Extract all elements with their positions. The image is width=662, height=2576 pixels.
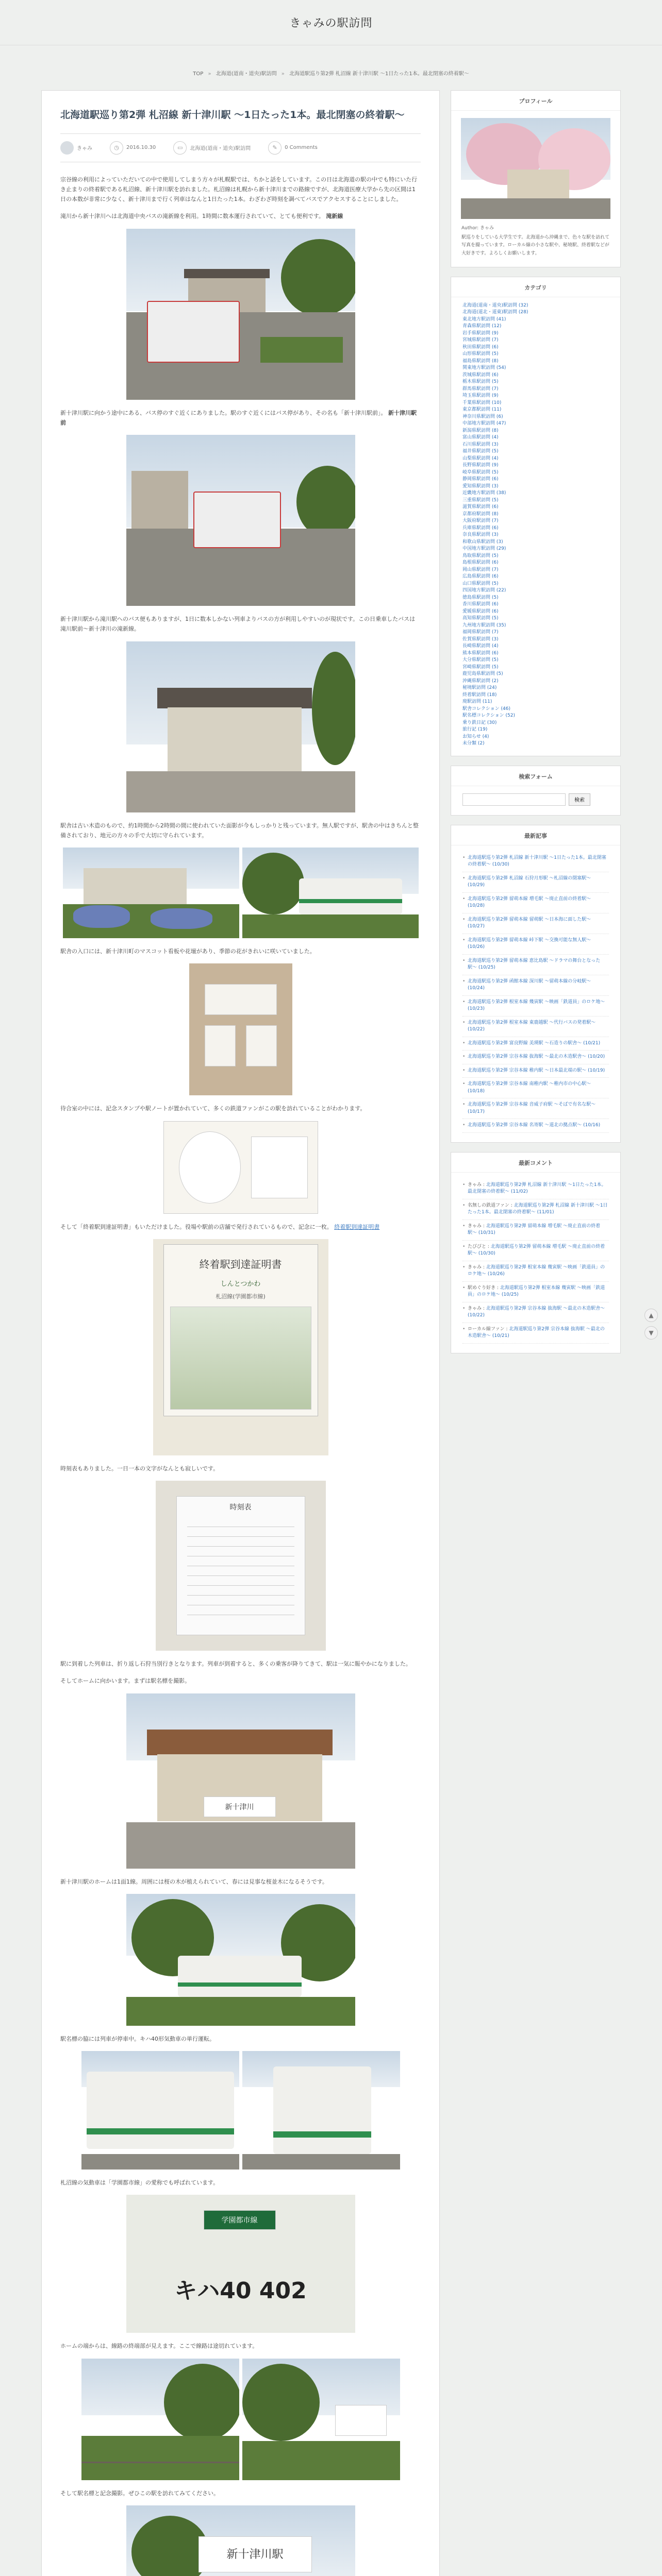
category-item[interactable]: 青森県駅訪問 (12) (462, 324, 502, 329)
category-item[interactable]: 山梨県駅訪問 (4) (462, 455, 499, 461)
comment-post-link[interactable]: 北海道駅巡り第2弾 根室本線 幾寅駅 〜映画「鉄道員」のロケ地〜 (10/26) (468, 1264, 605, 1277)
certificate-title: 終着駅到達証明書 (199, 1258, 282, 1270)
recent-post-item[interactable]: • 北海道駅巡り第2弾 富良野線 美瑛駅 〜石造りの駅舎〜 (10/21) (462, 1037, 609, 1051)
search-input[interactable] (462, 793, 566, 806)
photo-pair-end (60, 2359, 421, 2480)
article-paragraph (60, 408, 421, 428)
photo-station-building[interactable] (126, 641, 355, 812)
search-heading: 検索フォーム (451, 766, 620, 786)
photo-train-side[interactable] (81, 2051, 239, 2170)
recent-comment-list (451, 1173, 620, 1353)
paragraph-text: 新十津川駅に向かう途中にある、バス停のすぐ近くにありました。駅のすぐ近くにはバス停があり、その名も「新十津川駅前」。 (60, 409, 387, 416)
breadcrumb-home[interactable]: TOP (193, 71, 204, 77)
recent-post-item[interactable]: • 北海道駅巡り第2弾 根室本線 東鹿越駅 〜代行バスの発着駅〜 (10/22) (462, 1016, 609, 1037)
category-item[interactable]: 未分類 (2) (462, 741, 485, 747)
breadcrumb-current: 北海道駅巡り第2弾 札沼線 新十津川駅 〜1日たった1本。最北閉塞の終着駅〜 (289, 71, 469, 77)
category-item[interactable]: 愛媛県駅訪問 (6) (462, 608, 499, 614)
category-item[interactable]: 広島県駅訪問 (6) (462, 574, 499, 580)
meta-date (110, 141, 156, 155)
article-paragraph: ホームの端からは、線路の終端部が見えます。ここで線路は途切れています。 (60, 2343, 258, 2350)
post-date: 2016.10.30 (126, 145, 156, 151)
photo-end-of-track[interactable] (81, 2359, 239, 2480)
category-item[interactable]: 佐賀県駅訪問 (3) (462, 636, 499, 642)
category-item[interactable]: 山形県駅訪問 (5) (462, 351, 499, 357)
comment-author: ローカル線ファン (468, 1326, 505, 1332)
category-item[interactable]: 埼玉県駅訪問 (9) (462, 393, 499, 399)
certificate-station: しんとつかわ (220, 1280, 261, 1288)
site-title[interactable]: きゃみの駅訪問 (289, 17, 373, 30)
comment-post-link[interactable]: 北海道駅巡り第2弾 札沼線 新十津川駅 〜1日たった1本。最北閉塞の終着駅〜 (11/01) (468, 1202, 608, 1215)
recent-post-item[interactable]: • 北海道駅巡り第2弾 宗谷本線 稚内駅 〜日本最北端の駅〜 (10/19) (462, 1064, 609, 1078)
recent-comment-item (462, 1220, 609, 1241)
meta-author[interactable] (60, 141, 92, 155)
train-number: キハ40 402 (174, 2278, 307, 2304)
comment-post-link[interactable]: 北海道駅巡り第2弾 宗谷本線 抜海駅 〜最北の木造駅舎〜 (10/21) (468, 1326, 605, 1339)
article-paragraph: 時刻表もありました。一日一本の文字がなんとも寂しいです。 (60, 1465, 219, 1472)
comment-author: たびびと (468, 1244, 487, 1249)
scroll-up-icon[interactable]: ▲ (644, 1309, 658, 1322)
comment-icon: ✎ (268, 141, 282, 155)
recent-comment-item (462, 1179, 609, 1199)
category-item[interactable]: 香川県駅訪問 (6) (462, 602, 499, 607)
article (41, 90, 440, 2576)
photo-stamp[interactable] (163, 1121, 318, 1214)
comment-post-link[interactable]: 北海道駅巡り第2弾 札沼線 新十津川駅 〜1日たった1本。最北閉塞の終着駅〜 (11/02) (468, 1182, 606, 1195)
category-item[interactable]: 栃木県駅訪問 (5) (462, 379, 499, 385)
photo-pair-train (60, 2051, 421, 2170)
recent-comment-item (462, 1199, 609, 1220)
article-paragraph (60, 1222, 421, 1232)
category-item[interactable]: 新潟県駅訪問 (8) (462, 428, 499, 433)
article-title: 北海道駅巡り第2弾 札沼線 新十津川駅 〜1日たった1本。最北閉塞の終着駅〜 (60, 109, 405, 121)
timetable-title: 時刻表 (229, 1503, 252, 1512)
recent-post-item[interactable]: • 北海道駅巡り第2弾 留萌本線 留萌駅 〜日本海に面した駅〜 (10/27) (462, 913, 609, 934)
recent-post-item[interactable]: • 北海道駅巡り第2弾 宗谷本線 抜海駅 〜最北の木造駅舎〜 (10/20) (462, 1050, 609, 1064)
category-item[interactable]: 鹿児島県駅訪問 (5) (462, 671, 503, 677)
search-form (451, 786, 620, 815)
category-item[interactable]: 群馬県駅訪問 (7) (462, 386, 499, 392)
profile-panel (451, 90, 621, 267)
category-item[interactable]: 中国地方駅訪問 (29) (462, 546, 506, 552)
category-item[interactable]: 奈良県駅訪問 (3) (462, 532, 499, 538)
author-name: きゃみ (77, 146, 92, 152)
category-item[interactable]: 岡山県駅訪問 (7) (462, 567, 499, 572)
scroll-down-icon[interactable]: ▼ (644, 1326, 658, 1340)
recent-comment-item (462, 1323, 609, 1344)
category-item[interactable]: 秋田県駅訪問 (6) (462, 344, 499, 350)
category-item[interactable]: 神奈川県駅訪問 (6) (462, 414, 503, 419)
comment-post-link[interactable]: 北海道駅巡り第2弾 留萌本線 増毛駅 〜廃止直前の終着駅〜 (10/30) (468, 1244, 605, 1257)
photo-pair-entrance (60, 848, 421, 938)
comment-post-link[interactable]: 北海道駅巡り第2弾 根室本線 幾寅駅 〜映画「鉄道員」のロケ地〜 (10/25) (468, 1285, 605, 1298)
comment-author: きゃみ (468, 1306, 482, 1311)
recent-comment-item (462, 1261, 609, 1282)
recent-comment-item (462, 1241, 609, 1261)
comment-separator: : (482, 1223, 486, 1229)
recent-post-item[interactable]: • 北海道駅巡り第2弾 函館本線 深川駅 〜留萌本線の分岐駅〜 (10/24) (462, 975, 609, 996)
category-list (451, 297, 620, 756)
recent-post-item[interactable]: • 北海道駅巡り第2弾 宗谷本線 音威子府駅 〜そばで有名な駅〜 (10/17) (462, 1098, 609, 1119)
recent-posts-heading: 最新記事 (451, 825, 620, 845)
line-sign: 学園都市線 (204, 2210, 276, 2230)
category-item[interactable]: 島根県駅訪問 (6) (462, 560, 499, 566)
article-body (42, 162, 439, 2576)
category-item[interactable]: 和歌山県駅訪問 (3) (462, 539, 503, 545)
recent-comments-panel (451, 1152, 621, 1353)
photo-platform-train[interactable] (242, 848, 419, 938)
article-paragraph: 駅に到着した列車は、折り返し石狩当別行きとなります。列車が到着すると、多くの乗客が降りてきて、駅は一気に賑やかになりました。 (60, 1660, 411, 1668)
category-item[interactable]: 沖縄県駅訪問 (2) (462, 678, 499, 684)
article-paragraph: 札沼線の気動車は「学園都市線」の愛称でも呼ばれています。 (60, 2179, 219, 2187)
category-item[interactable]: 関東地方駅訪問 (54) (462, 365, 506, 371)
meta-comments[interactable] (268, 141, 318, 155)
category-item[interactable]: 京都府駅訪問 (8) (462, 511, 499, 517)
article-paragraph: 待合室の中には、記念スタンプや駅ノートが置かれていて、多くの鉄道ファンがこの駅を訪れていることがわかります。 (60, 1105, 366, 1112)
paragraph-text: そして「終着駅到達証明書」もいただけました。役場や駅前の店舗で発行されているもので、記念に一枚。 (60, 1223, 333, 1230)
categories-panel (451, 277, 621, 756)
photo-flowers[interactable] (63, 848, 239, 938)
post-category: 北海道(道南・道央)駅訪問 (190, 146, 251, 152)
recent-comment-item (462, 1282, 609, 1302)
comment-separator: : (482, 1306, 486, 1311)
category-item[interactable]: 滋賀県駅訪問 (6) (462, 504, 499, 510)
category-item[interactable]: 東京都駅訪問 (11) (462, 407, 502, 413)
certificate-line: 札沼線(学園都市線) (216, 1293, 266, 1300)
category-item[interactable]: 北海道(道南・道央)駅訪問 (32) (462, 302, 528, 308)
article-paragraph: そして駅名標と記念撮影。ぜひこの駅を訪れてみてください。 (60, 2489, 219, 2497)
category-item[interactable]: 高知県駅訪問 (5) (462, 616, 499, 621)
article-paragraph: 駅舎の入口には、新十津川町のマスコット看板や花壇があり、季節の花がきれいに咲いていました。 (60, 948, 316, 955)
avatar (60, 141, 74, 155)
recent-comments-heading: 最新コメント (451, 1153, 620, 1173)
breadcrumb (0, 45, 662, 90)
recent-post-item[interactable]: • 北海道駅巡り第2弾 札沼線 新十津川駅 〜1日たった1本。最北閉塞の終着駅〜 (10/30) (462, 852, 609, 872)
category-item[interactable]: 駅舎コレクション (46) (462, 706, 510, 711)
category-item[interactable]: 三重県駅訪問 (5) (462, 497, 499, 503)
category-item[interactable]: 兵庫県駅訪問 (6) (462, 525, 499, 531)
recent-post-item[interactable]: • 北海道駅巡り第2弾 留萌本線 恵比島駅 〜ドラマの舞台となった駅〜 (10/25) (462, 955, 609, 975)
category-item[interactable]: 大分県駅訪問 (5) (462, 657, 499, 663)
comment-post-link[interactable]: 北海道駅巡り第2弾 宗谷本線 抜海駅 〜最北の木造駅舎〜 (10/22) (468, 1306, 605, 1318)
recent-post-item[interactable]: • 北海道駅巡り第2弾 札沼線 石狩月形駅 〜札沼線の閉塞駅〜 (10/29) (462, 872, 609, 893)
comment-count: 0 Comments (285, 145, 318, 151)
category-item[interactable]: お知らせ (4) (462, 734, 489, 739)
category-item[interactable]: 千葉県駅訪問 (10) (462, 400, 502, 405)
category-item[interactable]: 乗り鉄日記 (30) (462, 720, 497, 725)
category-item[interactable]: 近畿地方駅訪問 (38) (462, 490, 506, 496)
recent-comment-item (462, 1302, 609, 1323)
category-item[interactable]: 福島県駅訪問 (8) (462, 358, 499, 364)
clock-icon: ◷ (110, 141, 123, 155)
category-item[interactable]: 富山県駅訪問 (4) (462, 435, 499, 440)
breadcrumb-separator-icon: » (281, 71, 285, 77)
category-item[interactable]: 廃駅訪問 (11) (462, 699, 492, 705)
category-item[interactable]: 宮城県駅訪問 (7) (462, 337, 499, 343)
recent-post-item[interactable]: • 北海道駅巡り第2弾 根室本線 幾寅駅 〜映画「鉄道員」のロケ地〜 (10/23) (462, 996, 609, 1016)
comment-post-link[interactable]: 北海道駅巡り第2弾 留萌本線 増毛駅 〜廃止直前の終着駅〜 (10/31) (468, 1223, 601, 1236)
article-paragraph: 宗谷線の利用によっていただいての中で使用してしまう方々が札幌駅では、ちかと話をしています。この日は北海道の駅の中でも特にいた行き止まりの終着駅である札沼線、新十津川駅を訪れました。札沼線は札幌から新十津川までの路線ですが、北海道医療大学から先の区間は1日の本数が非常に少なく、新十津川まで行く列車はなんと1日たった1本。わざわざ時刻を調べてバスでアクセスすることにしました。 (60, 176, 418, 203)
station-board: 新十津川 (204, 1797, 276, 1817)
recent-post-item[interactable]: • 北海道駅巡り第2弾 留萌本線 増毛駅 〜廃止直前の終着駅〜 (10/28) (462, 893, 609, 913)
profile-photo (461, 118, 610, 219)
photo-timetable[interactable] (156, 1481, 326, 1651)
photo-station-sign-building[interactable] (126, 1693, 355, 1869)
photo-station-name-sign[interactable] (126, 2505, 355, 2576)
category-item[interactable]: 静岡県駅訪問 (6) (462, 477, 499, 482)
category-item[interactable]: 長崎県駅訪問 (4) (462, 643, 499, 649)
comment-separator: : (504, 1326, 509, 1332)
category-item[interactable]: 熊本県駅訪問 (6) (462, 650, 499, 656)
category-item[interactable]: 旅行記 (19) (462, 727, 488, 733)
recent-post-item[interactable]: • 北海道駅巡り第2弾 宗谷本線 南稚内駅 〜稚内市の中心駅〜 (10/18) (462, 1078, 609, 1098)
comment-separator: : (509, 1202, 514, 1208)
breadcrumb-separator-icon: » (208, 71, 211, 77)
category-item[interactable]: 岩手県駅訪問 (9) (462, 330, 499, 336)
article-meta (60, 133, 421, 162)
station-sign: 新十津川駅 (198, 2536, 312, 2572)
folder-icon: ▭ (173, 141, 187, 155)
certificate-link[interactable]: 終着駅到達証明書 (334, 1223, 380, 1230)
page-wrap (41, 90, 621, 2576)
photo-train-front[interactable] (242, 2051, 400, 2170)
profile-name: Author: きゃみ (461, 226, 494, 231)
station-phrase-highlight: 新十津川駅前 (60, 409, 417, 426)
recent-post-item[interactable]: • 北海道駅巡り第2弾 留萌本線 峠下駅 〜交換可能な無人駅〜 (10/26) (462, 934, 609, 955)
certificate-card (163, 1244, 318, 1416)
recent-post-item[interactable]: • 北海道駅巡り第2弾 宗谷本線 名寄駅 〜道北の拠点駅〜 (10/16) (462, 1119, 609, 1133)
category-item[interactable]: 福岡県駅訪問 (7) (462, 630, 499, 635)
article-paragraph: 駅名標の脇には列車が停車中。キハ40形気動車の単行運転。 (60, 2035, 215, 2042)
comment-separator: : (482, 1182, 486, 1188)
category-item[interactable]: 徳島県駅訪問 (5) (462, 595, 499, 600)
category-item[interactable]: 九州地方駅訪問 (35) (462, 622, 506, 628)
photo-bus-stop[interactable] (126, 229, 355, 400)
recent-post-list (451, 845, 620, 1142)
category-item[interactable]: 岐阜県駅訪問 (5) (462, 469, 499, 475)
sidebar (451, 90, 621, 2576)
category-item[interactable]: 四国地方駅訪問 (22) (462, 588, 506, 594)
category-item[interactable]: 大阪府駅訪問 (7) (462, 518, 499, 524)
category-item[interactable]: 茨城県駅訪問 (6) (462, 372, 499, 378)
article-paragraph (60, 211, 421, 221)
photo-waiting-room[interactable] (189, 963, 292, 1095)
category-item[interactable]: 長野県駅訪問 (9) (462, 463, 499, 468)
photo-bus-street[interactable] (126, 435, 355, 606)
comment-author: 名無しの鉄道ファン (468, 1202, 509, 1208)
category-item[interactable]: 石川県駅訪問 (3) (462, 442, 499, 447)
breadcrumb-category[interactable]: 北海道(道南・道央)駅訪問 (216, 71, 277, 77)
search-panel (451, 766, 621, 816)
article-paragraph: そしてホームに向かいます。まずは駅名標を撮影。 (60, 1677, 191, 1685)
recent-posts-panel (451, 825, 621, 1143)
category-item[interactable]: 鳥取県駅訪問 (5) (462, 553, 499, 558)
comment-author: きゃみ (468, 1182, 482, 1188)
comment-separator: : (495, 1285, 500, 1291)
article-paragraph: 新十津川駅のホームは1面1線。周囲には桜の木が植えられていて、春には見事な桜並木になるそうです。 (60, 1878, 328, 1885)
category-item[interactable]: 駅名標コレクション (52) (462, 713, 515, 719)
category-item[interactable]: 北海道(道北・道東)駅訪問 (28) (462, 310, 528, 315)
comment-separator: : (486, 1244, 491, 1249)
category-item[interactable]: 愛知県駅訪問 (3) (462, 483, 499, 489)
photo-certificate[interactable] (153, 1239, 328, 1455)
profile-heading: プロフィール (451, 91, 620, 111)
category-item[interactable]: 宮崎県駅訪問 (5) (462, 664, 499, 670)
article-paragraph: 新十津川駅から滝川駅へのバス便もありますが、1日に数本しかない列車よりバスの方が利用しやすいのが現状です。この日乗車したバスは滝川駅前〜新十津川の滝新線。 (60, 616, 416, 633)
comment-author: 駅めぐり好き (468, 1285, 496, 1291)
profile-text: 駅巡りをしている大学生です。北海道から沖縄まで、色々な駅を訪れて写真を撮っています。ローカル線の小さな駅や、秘境駅、終着駅などが大好きです。よろしくお願いします。 (461, 235, 610, 256)
category-item[interactable]: 秘境駅訪問 (24) (462, 685, 497, 691)
comment-author: きゃみ (468, 1223, 482, 1229)
search-button[interactable]: 検索 (569, 793, 590, 806)
photo-end-sign[interactable] (242, 2359, 400, 2480)
categories-heading: カテゴリ (451, 277, 620, 297)
paragraph-text: 滝川から新十津川へは北海道中央バスの滝新線を利用。1時間に数本運行されていて、とても便利です。 (60, 213, 324, 220)
category-item[interactable]: 福井県駅訪問 (5) (462, 449, 499, 454)
bus-name-highlight: 滝新線 (326, 213, 343, 220)
photo-platform-trees[interactable] (126, 1894, 355, 2026)
category-item[interactable]: 東北地方駅訪問 (41) (462, 316, 506, 322)
site-header (0, 0, 662, 45)
category-item[interactable]: 山口県駅訪問 (5) (462, 581, 499, 586)
photo-train-number[interactable] (126, 2195, 355, 2333)
comment-separator: : (482, 1264, 486, 1270)
meta-category[interactable] (173, 141, 251, 155)
category-item[interactable]: 中部地方駅訪問 (47) (462, 421, 506, 427)
comment-author: きゃみ (468, 1264, 482, 1270)
category-item[interactable]: 終着駅訪問 (18) (462, 692, 497, 698)
article-paragraph: 駅舎は古い木造のもので、約1時間から2時間の間に使われていた面影が今もしっかりと残っています。無人駅ですが、駅舎の中はきちんと整備されており、地元の方々の手で大切に守られています。 (60, 822, 419, 839)
